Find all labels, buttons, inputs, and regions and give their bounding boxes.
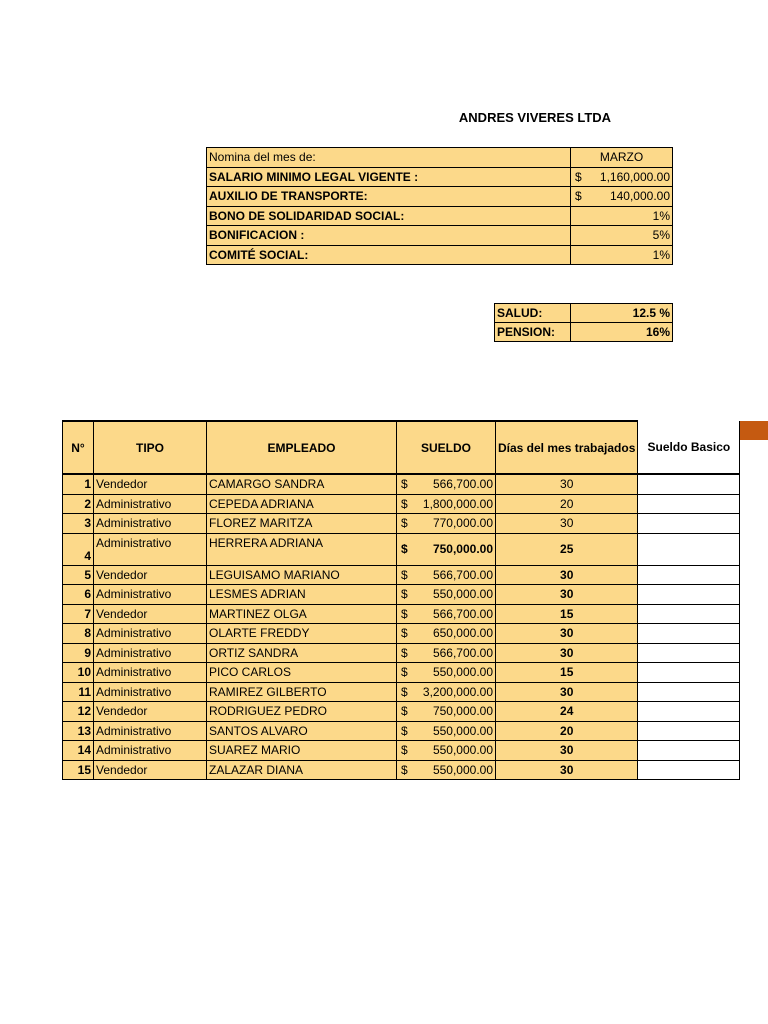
basic-salary-cell[interactable] bbox=[638, 533, 740, 565]
currency-symbol: $ bbox=[401, 542, 408, 556]
row-number: 13 bbox=[63, 721, 94, 741]
payroll-parameters-table bbox=[206, 147, 673, 265]
employee-type: Administrativo bbox=[94, 643, 207, 663]
days-worked: 20 bbox=[496, 721, 638, 741]
table-header-row bbox=[63, 421, 740, 474]
currency-symbol: $ bbox=[401, 704, 408, 719]
parameter-value: 5% bbox=[652, 228, 670, 243]
salary-cell bbox=[397, 585, 496, 605]
employee-name: FLOREZ MARITZA bbox=[207, 514, 397, 534]
column-header-sueldo: SUELDO bbox=[397, 421, 496, 474]
days-worked: 20 bbox=[496, 494, 638, 514]
row-number: 8 bbox=[63, 624, 94, 644]
basic-salary-cell[interactable] bbox=[638, 721, 740, 741]
parameter-value-cell bbox=[571, 167, 673, 187]
parameter-value: 1% bbox=[652, 247, 670, 262]
salary-cell bbox=[397, 741, 496, 761]
employee-type: Administrativo bbox=[94, 494, 207, 514]
days-worked: 30 bbox=[496, 474, 638, 494]
days-worked: 30 bbox=[496, 741, 638, 761]
employee-type: Administrativo bbox=[94, 682, 207, 702]
table-row bbox=[63, 604, 740, 624]
salary-cell bbox=[397, 721, 496, 741]
rate-row bbox=[495, 323, 673, 342]
employee-type: Vendedor bbox=[94, 702, 207, 722]
employee-name: CAMARGO SANDRA bbox=[207, 474, 397, 494]
salary-value: 550,000.00 bbox=[432, 665, 493, 680]
salary-cell bbox=[397, 494, 496, 514]
days-worked: 30 bbox=[496, 760, 638, 780]
currency-symbol: $ bbox=[401, 723, 408, 738]
row-number: 6 bbox=[63, 585, 94, 605]
days-worked: 30 bbox=[496, 514, 638, 534]
table-row bbox=[63, 624, 740, 644]
days-worked: 15 bbox=[496, 604, 638, 624]
basic-salary-cell[interactable] bbox=[638, 682, 740, 702]
currency-symbol: $ bbox=[401, 477, 408, 492]
salary-value: 566,700.00 bbox=[432, 567, 493, 582]
employee-name: SANTOS ALVARO bbox=[207, 721, 397, 741]
parameter-value-cell bbox=[571, 226, 673, 246]
basic-salary-cell[interactable] bbox=[638, 604, 740, 624]
row-number: 5 bbox=[63, 565, 94, 585]
days-worked: 25 bbox=[496, 533, 638, 565]
table-row bbox=[63, 474, 740, 494]
basic-salary-cell[interactable] bbox=[638, 702, 740, 722]
parameter-row bbox=[207, 245, 673, 265]
row-number: 10 bbox=[63, 663, 94, 683]
employee-name: RODRIGUEZ PEDRO bbox=[207, 702, 397, 722]
employee-type: Vendedor bbox=[94, 604, 207, 624]
employee-type: Vendedor bbox=[94, 474, 207, 494]
employee-name: OLARTE FREDDY bbox=[207, 624, 397, 644]
row-number: 15 bbox=[63, 760, 94, 780]
salary-value: 566,700.00 bbox=[432, 477, 493, 492]
salary-cell bbox=[397, 565, 496, 585]
employee-type: Administrativo bbox=[94, 585, 207, 605]
company-title: ANDRES VIVERES LTDA bbox=[458, 110, 612, 125]
row-number: 11 bbox=[63, 682, 94, 702]
currency-symbol: $ bbox=[401, 496, 408, 511]
parameter-label: AUXILIO DE TRANSPORTE: bbox=[207, 187, 571, 207]
days-worked: 30 bbox=[496, 624, 638, 644]
salary-value: 550,000.00 bbox=[432, 762, 493, 777]
salary-value: 3,200,000.00 bbox=[422, 684, 493, 699]
basic-salary-cell[interactable] bbox=[638, 760, 740, 780]
currency-symbol: $ bbox=[575, 169, 582, 184]
salary-value: 770,000.00 bbox=[432, 516, 493, 531]
table-row bbox=[63, 585, 740, 605]
salary-value: 550,000.00 bbox=[432, 587, 493, 602]
parameter-label: BONO DE SOLIDARIDAD SOCIAL: bbox=[207, 206, 571, 226]
parameter-label: Nomina del mes de: bbox=[207, 148, 571, 168]
table-row bbox=[63, 663, 740, 683]
employee-name: HERRERA ADRIANA bbox=[207, 533, 397, 565]
days-worked: 30 bbox=[496, 565, 638, 585]
column-header-tipo: TIPO bbox=[94, 421, 207, 474]
parameter-row bbox=[207, 206, 673, 226]
table-row bbox=[63, 565, 740, 585]
days-worked: 24 bbox=[496, 702, 638, 722]
employee-name: ORTIZ SANDRA bbox=[207, 643, 397, 663]
employee-payroll-table bbox=[62, 420, 740, 780]
parameter-value: 1% bbox=[652, 208, 670, 223]
salary-cell bbox=[397, 533, 496, 565]
employee-name: ZALAZAR DIANA bbox=[207, 760, 397, 780]
salary-value: 550,000.00 bbox=[432, 743, 493, 758]
currency-symbol: $ bbox=[401, 665, 408, 680]
salary-cell bbox=[397, 702, 496, 722]
row-number: 4 bbox=[63, 533, 94, 565]
employee-name: LEGUISAMO MARIANO bbox=[207, 565, 397, 585]
table-row bbox=[63, 494, 740, 514]
parameter-value-cell bbox=[571, 206, 673, 226]
basic-salary-cell[interactable] bbox=[638, 585, 740, 605]
parameter-label: SALARIO MINIMO LEGAL VIGENTE : bbox=[207, 167, 571, 187]
basic-salary-cell[interactable] bbox=[638, 474, 740, 494]
salary-cell bbox=[397, 604, 496, 624]
table-row bbox=[63, 721, 740, 741]
rate-row bbox=[495, 304, 673, 323]
row-number: 1 bbox=[63, 474, 94, 494]
employee-type: Administrativo bbox=[94, 741, 207, 761]
salary-value: 650,000.00 bbox=[432, 626, 493, 641]
parameter-value: 140,000.00 bbox=[609, 189, 670, 204]
salary-value: 550,000.00 bbox=[432, 723, 493, 738]
row-number: 12 bbox=[63, 702, 94, 722]
days-worked: 30 bbox=[496, 643, 638, 663]
parameter-row bbox=[207, 187, 673, 207]
currency-symbol: $ bbox=[401, 762, 408, 777]
employee-type: Administrativo bbox=[94, 533, 207, 565]
table-row bbox=[63, 702, 740, 722]
table-row bbox=[63, 760, 740, 780]
currency-symbol: $ bbox=[401, 516, 408, 531]
basic-salary-cell[interactable] bbox=[638, 663, 740, 683]
employee-type: Administrativo bbox=[94, 721, 207, 741]
basic-salary-cell[interactable] bbox=[638, 494, 740, 514]
days-worked: 15 bbox=[496, 663, 638, 683]
salary-value: 750,000.00 bbox=[432, 704, 493, 719]
table-row bbox=[63, 533, 740, 565]
employee-name: CEPEDA ADRIANA bbox=[207, 494, 397, 514]
employee-name: SUAREZ MARIO bbox=[207, 741, 397, 761]
rate-value: 12.5 % bbox=[571, 304, 673, 323]
table-row bbox=[63, 741, 740, 761]
row-number: 3 bbox=[63, 514, 94, 534]
basic-salary-cell[interactable] bbox=[638, 741, 740, 761]
employee-name: PICO CARLOS bbox=[207, 663, 397, 683]
salary-cell bbox=[397, 514, 496, 534]
employee-type: Vendedor bbox=[94, 760, 207, 780]
deductions-rates-table bbox=[494, 303, 673, 342]
employee-name: MARTINEZ OLGA bbox=[207, 604, 397, 624]
basic-salary-cell[interactable] bbox=[638, 643, 740, 663]
parameter-value: MARZO bbox=[599, 150, 644, 165]
row-number: 14 bbox=[63, 741, 94, 761]
basic-salary-cell[interactable] bbox=[638, 514, 740, 534]
parameter-value-cell bbox=[571, 187, 673, 207]
column-header-empleado: EMPLEADO bbox=[207, 421, 397, 474]
salary-value: 1,800,000.00 bbox=[422, 496, 493, 511]
salary-cell bbox=[397, 643, 496, 663]
salary-cell bbox=[397, 760, 496, 780]
parameter-row bbox=[207, 167, 673, 187]
salary-cell bbox=[397, 663, 496, 683]
row-number: 2 bbox=[63, 494, 94, 514]
rate-value: 16% bbox=[571, 323, 673, 342]
employee-name: LESMES ADRIAN bbox=[207, 585, 397, 605]
currency-symbol: $ bbox=[401, 626, 408, 641]
employee-type: Administrativo bbox=[94, 663, 207, 683]
rate-label: SALUD: bbox=[495, 304, 571, 323]
parameter-value: 1,160,000.00 bbox=[599, 169, 670, 184]
salary-cell bbox=[397, 624, 496, 644]
currency-symbol: $ bbox=[575, 189, 582, 204]
column-header-number: N° bbox=[63, 421, 94, 474]
employee-type: Administrativo bbox=[94, 624, 207, 644]
currency-symbol: $ bbox=[401, 606, 408, 621]
salary-value: 566,700.00 bbox=[432, 606, 493, 621]
row-number: 7 bbox=[63, 604, 94, 624]
currency-symbol: $ bbox=[401, 645, 408, 660]
parameter-label: COMITÉ SOCIAL: bbox=[207, 245, 571, 265]
days-worked: 30 bbox=[496, 682, 638, 702]
rate-label: PENSION: bbox=[495, 323, 571, 342]
employee-name: RAMIREZ GILBERTO bbox=[207, 682, 397, 702]
row-number: 9 bbox=[63, 643, 94, 663]
currency-symbol: $ bbox=[401, 684, 408, 699]
parameter-value-cell bbox=[571, 148, 673, 168]
basic-salary-cell[interactable] bbox=[638, 624, 740, 644]
table-row bbox=[63, 643, 740, 663]
parameter-row bbox=[207, 226, 673, 246]
basic-salary-cell[interactable] bbox=[638, 565, 740, 585]
salary-cell bbox=[397, 682, 496, 702]
salary-cell bbox=[397, 474, 496, 494]
column-header-dias: Días del mes trabajados bbox=[496, 421, 638, 474]
table-row bbox=[63, 682, 740, 702]
column-header-sueldo-basico: Sueldo Basico bbox=[638, 421, 740, 474]
parameter-label: BONIFICACION : bbox=[207, 226, 571, 246]
employee-type: Vendedor bbox=[94, 565, 207, 585]
currency-symbol: $ bbox=[401, 587, 408, 602]
employee-type: Administrativo bbox=[94, 514, 207, 534]
parameter-value-cell bbox=[571, 245, 673, 265]
parameter-row bbox=[207, 148, 673, 168]
days-worked: 30 bbox=[496, 585, 638, 605]
salary-value: 566,700.00 bbox=[432, 645, 493, 660]
currency-symbol: $ bbox=[401, 743, 408, 758]
table-row bbox=[63, 514, 740, 534]
currency-symbol: $ bbox=[401, 567, 408, 582]
salary-value: 750,000.00 bbox=[432, 542, 493, 556]
